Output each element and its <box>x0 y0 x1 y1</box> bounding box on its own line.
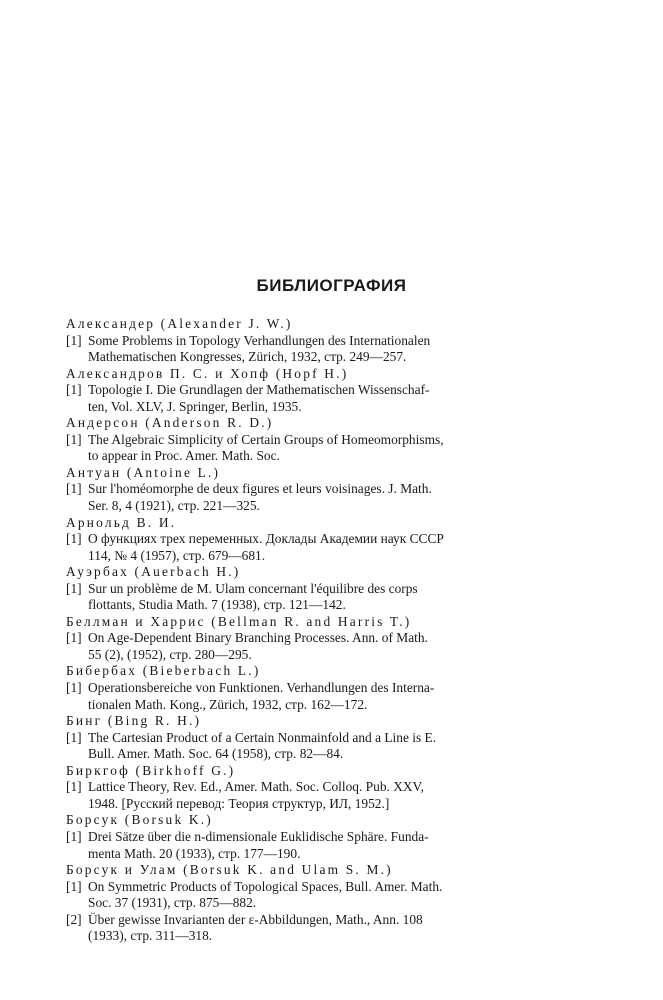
entry-author: Андерсон (Anderson R. D.) <box>66 415 274 431</box>
bib-entry <box>66 713 556 763</box>
item-text-line: 55 (2), (1952), стр. 280—295. <box>88 646 252 662</box>
bib-entry <box>66 316 556 366</box>
entry-item <box>66 879 556 912</box>
page-title: БИБЛИОГРАФИЯ <box>256 276 407 295</box>
entry-item <box>66 531 556 564</box>
item-text-line: Lattice Theory, Rev. Ed., Amer. Math. Soc. Colloq. Pub. XXV, <box>88 779 424 795</box>
item-text-line: The Algebraic Simplicity of Certain Groups of Homeomorphisms, <box>88 431 444 447</box>
item-text-line: ten, Vol. XLV, J. Springer, Berlin, 1935. <box>88 398 302 414</box>
item-text-line: On Symmetric Products of Topological Spaces, Bull. Amer. Math. <box>88 878 443 894</box>
entry-item <box>66 630 556 663</box>
item-number: [1] <box>66 680 82 696</box>
item-number: [1] <box>66 630 82 646</box>
item-number: [1] <box>66 431 82 447</box>
entry-author: Ауэрбах (Auerbach H.) <box>66 564 241 580</box>
item-number: [1] <box>66 332 82 348</box>
item-text-line: menta Math. 20 (1933), стр. 177—190. <box>88 845 301 861</box>
bib-entry <box>66 663 556 713</box>
bib-entry <box>66 862 556 945</box>
entry-author: Биркгоф (Birkhoff G.) <box>66 762 236 778</box>
entry-author: Борсук и Улам (Borsuk K. and Ulam S. M.) <box>66 862 393 878</box>
bib-entry <box>66 515 556 565</box>
item-text-line: Bull. Amer. Math. Soc. 64 (1958), стр. 82—84. <box>88 746 344 762</box>
item-number: [1] <box>66 382 82 398</box>
entry-item <box>66 680 556 713</box>
item-number: [1] <box>66 828 82 844</box>
bib-entry <box>66 564 556 614</box>
entry-item <box>66 829 556 862</box>
entry-item <box>66 730 556 763</box>
item-text-line: Topologie I. Die Grundlagen der Mathematischen Wissenschaf- <box>88 382 430 398</box>
item-text-line: Mathematischen Kongresses, Zürich, 1932, стр. 249—257. <box>88 349 407 365</box>
item-text-line: flottants, Studia Math. 7 (1938), стр. 121—142. <box>88 597 346 613</box>
item-text-line: Drei Sätze über die n-dimensionale Euklidische Sphäre. Funda- <box>88 828 429 844</box>
entry-item <box>66 912 556 945</box>
item-text-line: Soc. 37 (1931), стр. 875—882. <box>88 895 257 911</box>
bib-entry <box>66 812 556 862</box>
item-text-line: (1933), стр. 311—318. <box>88 928 213 944</box>
bib-entry <box>66 366 556 416</box>
item-text-line: 114, № 4 (1957), стр. 679—681. <box>88 547 266 563</box>
item-text-line: Some Problems in Topology Verhandlungen des Internationalen <box>88 332 431 348</box>
item-number: [1] <box>66 779 82 795</box>
bibliography-list <box>66 316 556 945</box>
item-text-line: Sur un problème de M. Ulam concernant l'équilibre des corps <box>88 580 418 596</box>
entry-item <box>66 581 556 614</box>
entry-author: Александров П. С. и Хопф (Hopf H.) <box>66 365 349 381</box>
entry-author: Борсук (Borsuk K.) <box>66 812 213 828</box>
item-number: [1] <box>66 729 82 745</box>
item-number: [1] <box>66 531 82 547</box>
entry-author: Беллман и Харрис (Bellman R. and Harris T.) <box>66 613 412 629</box>
entry-author: Арнольд В. И. <box>66 514 177 530</box>
item-number: [1] <box>66 580 82 596</box>
item-text-line: Sur l'homéomorphe de deux figures et leurs voisinages. J. Math. <box>88 481 432 497</box>
entry-item <box>66 333 556 366</box>
item-text-line: 1948. [Русский перевод: Теория структур, ИЛ, 1952.] <box>88 795 390 811</box>
item-number: [2] <box>66 911 82 927</box>
item-number: [1] <box>66 481 82 497</box>
entry-author: Антуан (Antoine L.) <box>66 464 221 480</box>
item-text-line: On Age-Dependent Binary Branching Processes. Ann. of Math. <box>88 630 428 646</box>
bib-entry <box>66 763 556 813</box>
entry-item <box>66 382 556 415</box>
entry-author: Бинг (Bing R. H.) <box>66 713 202 729</box>
item-text-line: Ser. 8, 4 (1921), стр. 221—325. <box>88 498 260 514</box>
entry-item <box>66 432 556 465</box>
entry-item <box>66 481 556 514</box>
item-text-line: О функциях трех переменных. Доклады Академии наук СССР <box>88 531 444 547</box>
entry-author: Бибербах (Bieberbach L.) <box>66 663 261 679</box>
item-text-line: tionalen Math. Kong., Zürich, 1932, стр. 162—172. <box>88 696 368 712</box>
bib-entry <box>66 415 556 465</box>
item-text-line: to appear in Proc. Amer. Math. Soc. <box>88 448 280 464</box>
entry-author: Александер (Alexander J. W.) <box>66 316 293 331</box>
item-text-line: Über gewisse Invarianten der ε-Abbildungen, Math., Ann. 108 <box>88 911 423 927</box>
item-number: [1] <box>66 878 82 894</box>
bib-entry <box>66 614 556 664</box>
item-text-line: Operationsbereiche von Funktionen. Verhandlungen des Interna- <box>88 680 435 696</box>
entry-item <box>66 779 556 812</box>
item-text-line: The Cartesian Product of a Certain Nonmainfold and a Line is E. <box>88 729 437 745</box>
bib-entry <box>66 465 556 515</box>
